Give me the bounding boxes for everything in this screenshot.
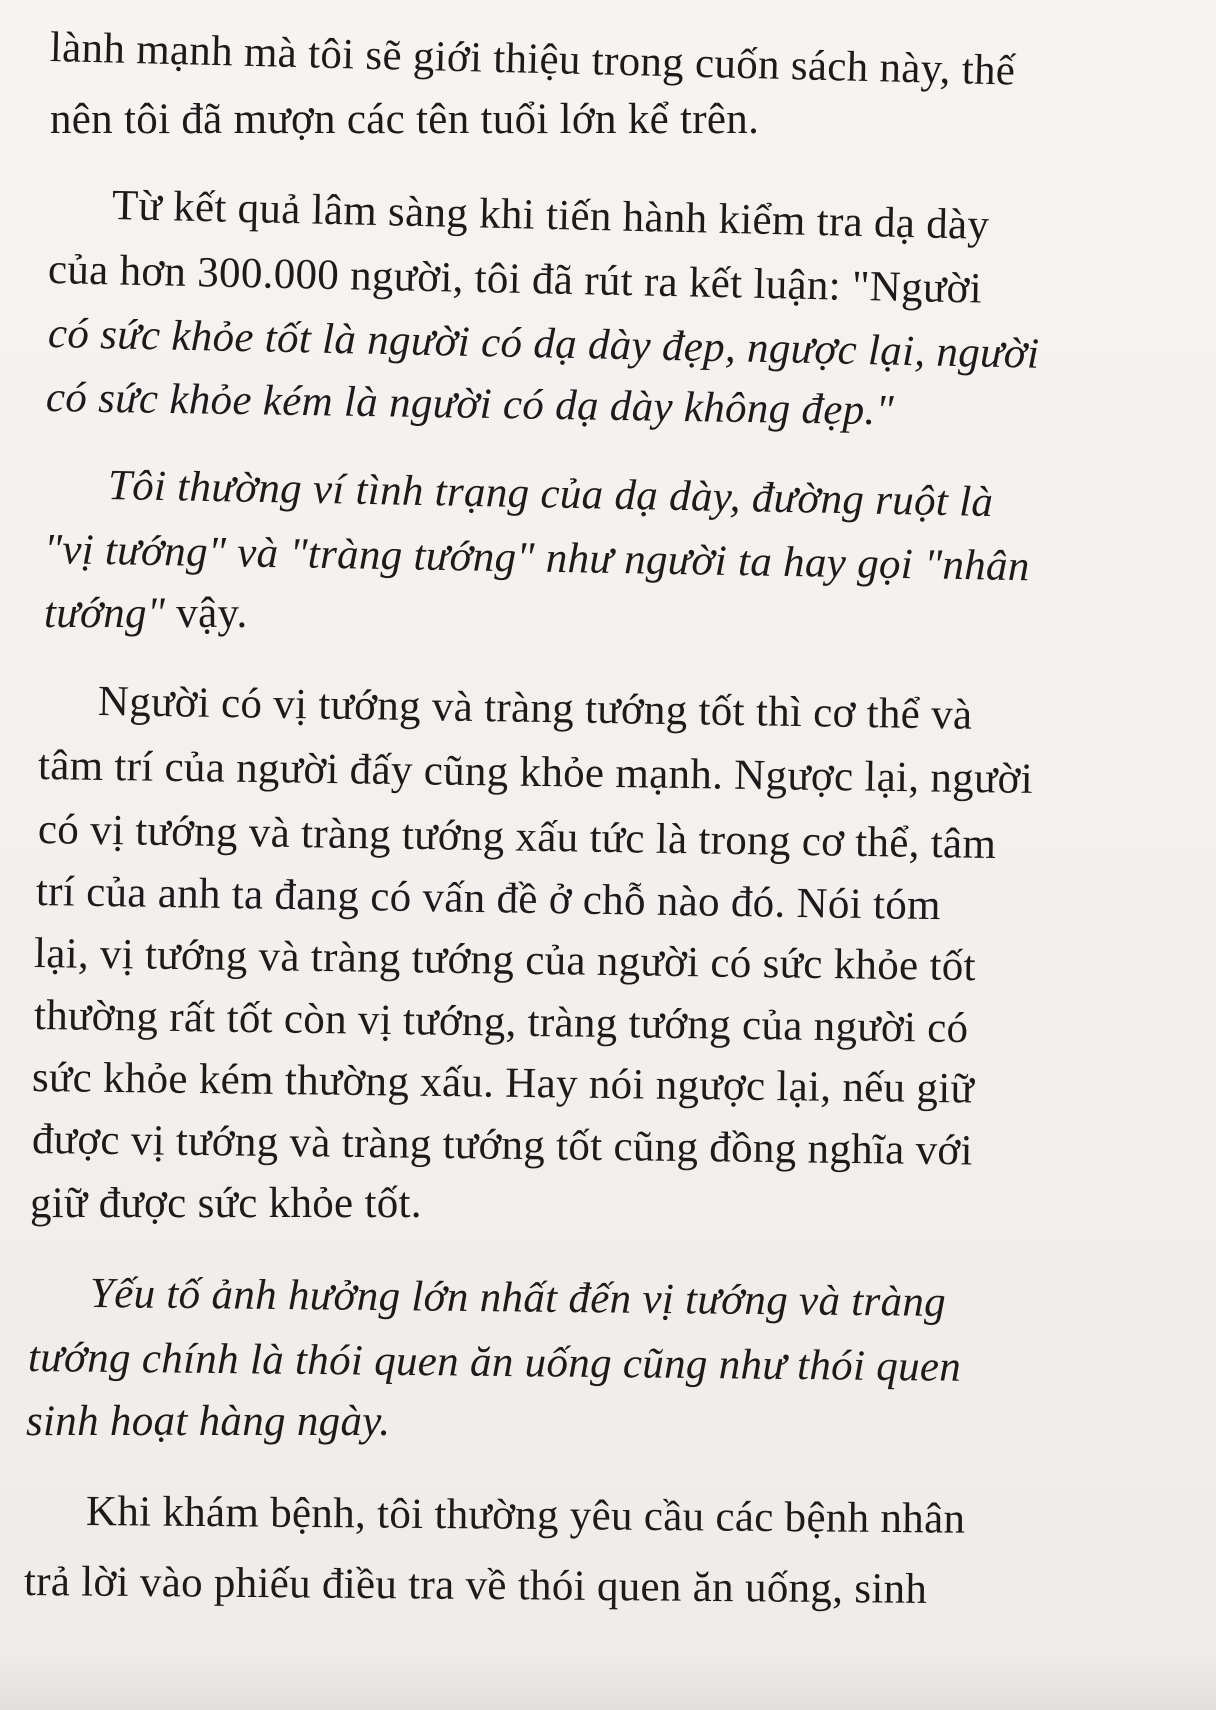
text-line: Khi khám bệnh, tôi thường yêu cầu các bệnh nhân: [85, 1488, 966, 1543]
text-line: tướng chính là thói quen ăn uống cũng như thói quen: [27, 1334, 962, 1391]
text-line: có sức khỏe kém là người có dạ dày không đẹp.": [45, 374, 895, 435]
text-line: được vị tướng và tràng tướng tốt cũng đồng nghĩa với: [31, 1116, 974, 1175]
text-line: Người có vị tướng và tràng tướng tốt thì cơ thể và: [97, 678, 973, 739]
text-line: sinh hoạt hàng ngày.: [26, 1398, 391, 1445]
text-line: "vị tướng" và "tràng tướng" như người ta hay gọi "nhân: [43, 526, 1031, 591]
text-line: sức khỏe kém thường xấu. Hay nói ngược lại, nếu giữ: [31, 1054, 975, 1113]
text-line: Từ kết quả lâm sàng khi tiến hành kiểm tra dạ dày: [111, 182, 990, 249]
text-line: lại, vị tướng và tràng tướng của người có sức khỏe tốt: [33, 930, 977, 991]
text-line: lành mạnh mà tôi sẽ giới thiệu trong cuốn sách này, thế: [49, 24, 1016, 95]
text-line: trả lời vào phiếu điều tra về thói quen ăn uống, sinh: [23, 1558, 928, 1613]
text-line: giữ được sức khỏe tốt.: [30, 1180, 422, 1227]
page-edge-shadow: [0, 1650, 1216, 1710]
text-line: của hơn 300.000 người, tôi đã rút ra kết luận: "Người: [47, 246, 983, 313]
text-line: Yếu tố ảnh hưởng lớn nhất đến vị tướng và tràng: [89, 1270, 947, 1326]
text-line: có vị tướng và tràng tướng xấu tức là trong cơ thể, tâm: [37, 806, 997, 869]
text-line: tướng" vậy.: [44, 590, 248, 637]
text-line: nên tôi đã mượn các tên tuổi lớn kể trên.: [50, 96, 760, 143]
text-line: Tôi thường ví tình trạng của dạ dày, đường ruột là: [107, 462, 994, 526]
text-line: trí của anh ta đang có vấn đề ở chỗ nào đó. Nói tóm: [35, 868, 942, 930]
text-line: thường rất tốt còn vị tướng, tràng tướng của người có: [33, 992, 969, 1053]
italic-word: tướng": [44, 590, 166, 637]
text-line: tâm trí của người đấy cũng khỏe mạnh. Ngược lại, người: [37, 742, 1034, 803]
text-line: có sức khỏe tốt là người có dạ dày đẹp, ngược lại, người: [47, 310, 1040, 378]
